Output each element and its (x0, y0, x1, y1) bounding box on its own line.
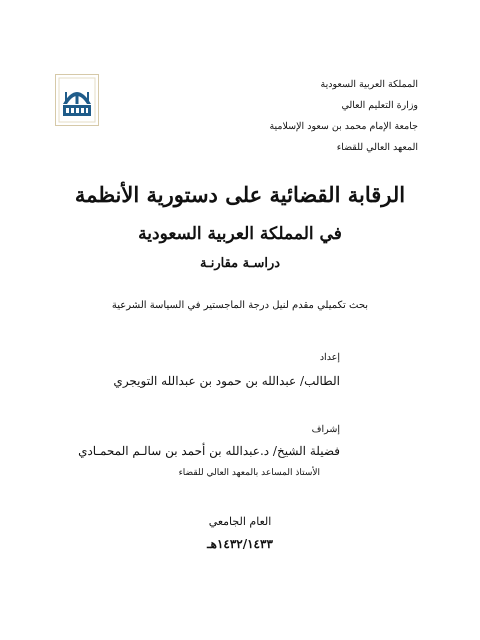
thesis-title: الرقابة القضائية على دستورية الأنظمة (74, 182, 406, 207)
ministry-name: وزارة التعليم العالي (341, 100, 418, 111)
university-name: جامعة الإمام محمد بن سعود الإسلامية (269, 121, 418, 132)
country-name: المملكة العربية السعودية (320, 79, 418, 90)
institution-header (218, 74, 418, 158)
academic-year-label: العام الجامعي (208, 515, 272, 528)
supervisor-position: الأستاذ المساعد بالمعهد العالي للقضاء (178, 468, 320, 478)
institute-name: المعهد العالي للقضاء (336, 142, 418, 153)
prepared-by-label: إعداد (319, 352, 340, 363)
academic-year-value: ١٤٣٢/١٤٣٣هـ (207, 537, 273, 551)
thesis-subtitle: في المملكة العربية السعودية (138, 224, 342, 244)
thesis-purpose: بحث تكميلي مقدم لنيل درجة الماجستير في السياسة الشرعية (111, 300, 369, 311)
student-name: الطالب/ عبدالله بن حمود بن عبدالله التويجري (113, 374, 340, 388)
supervision-label: إشراف (311, 424, 340, 435)
university-logo-icon (55, 74, 99, 126)
supervisor-name: فضيلة الشيخ/ د.عبدالله بن أحمد بن سالـم المحمـادي (78, 444, 340, 458)
study-type: دراسـة مقارنـة (199, 256, 281, 271)
